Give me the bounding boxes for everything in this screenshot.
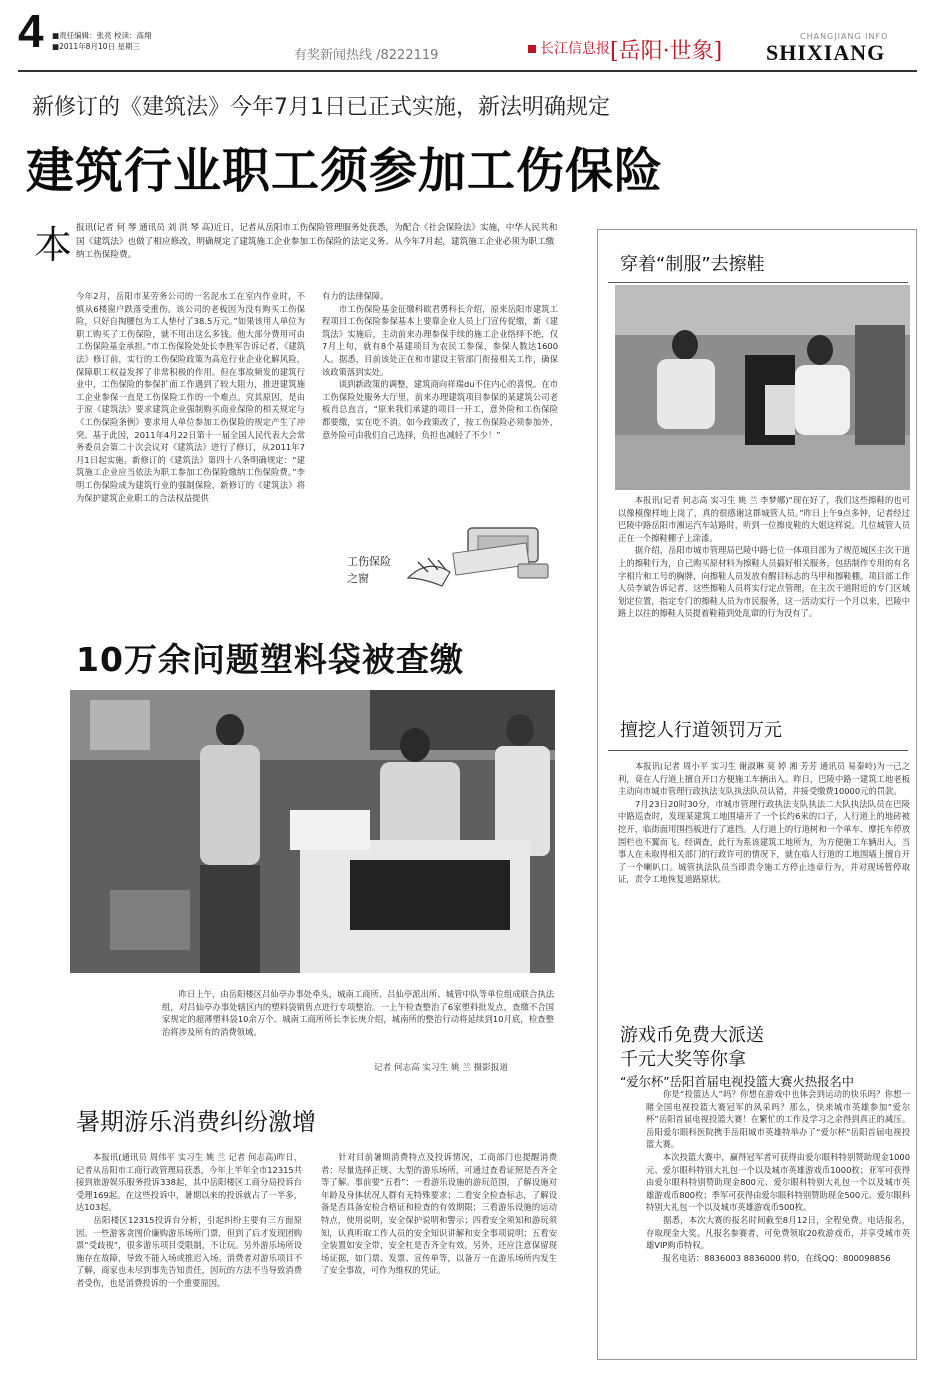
masthead-rule [18, 70, 917, 72]
summer-column-2: 针对目前暑期消费特点及投诉情况，工商部门也提醒消费者：尽量选择正规、大型的游乐场所，可通过查看证照是否齐全等了解。事前要“五看”：一看游乐设施的游玩范围，了解设施对年龄及身体状况人群有无特殊要求；二看安全检查标志，了解设备是否具备安检合格证和检查的有效期限；三看游乐设施的运动特点，使用说明，安全保护说明和警示；四看安全须知和游玩须知，认真听取工作人员的安全知识讲解和安全事项说明；五看安全装置如安全带，安全杠是否齐全有效。另外，还应注意保留现场证据，如门票、发票、宣传单等，以备万一在游乐场所内发生了安全事故，可作为维权的凭证。 [321, 1152, 557, 1276]
editor-line: ■责任编辑：张亮 校读：高翔 [52, 31, 152, 40]
sidebar-story-2-headline: 擅挖人行道领罚万元 [620, 720, 782, 741]
brand-name: 长江信息报 [540, 41, 610, 57]
lead-column-1: 今年2月，岳阳市某劳务公司的一名泥水工在室内作业时，不慎从6楼窗户跌落受重伤。该公司的老板因为没有购买工伤保险，只好自掏腰包为工人垫付了38.5万元。”如果该用人单位为职工购买了工伤保险，就不用出这么多钱。他大部分费用可由工伤保险基金承担。”市工伤保险处处长李胜军告诉记者，《建筑法》修订前，实行的工伤保险政策为高危行业企业化解风险，保障职工权益发挥了非常积极的作用。但在事故频发的建筑行业中，工伤保险的参保扩面工作遇到了较大阻力，推进建筑施工企业参保一直是工伤保险工作的一个难点。究其原因，是由于原《建筑法》要求建筑企业强制购买商业保险的相关规定与《工伤保险条例》要求用人单位参加工伤保险的规定产生了冲突。基于此因，2011年4月22日第十一届全国人民代表大会常务委员会第二十次会议对《建筑法》进行了修订，从2011年7月1日起实施。新修订的《建筑法》第四十八条明确规定：“建筑施工企业应当依法为职工参加工伤保险缴纳工伤保险费。”李明工伤保险成为建筑行业的强制保险，新修订的《建筑法》将为保护建筑企业职工的合法权益提供 [76, 291, 305, 503]
illustration-caption: 工伤保险 之窗 [347, 555, 391, 585]
summer-story-headline: 暑期游乐消费纠纷激增 [76, 1108, 316, 1136]
shoe-shiner-photo [615, 285, 910, 490]
sidebar-story-3-headline: 游戏币免费大派送 千元大奖等你拿 [620, 1025, 764, 1070]
insurance-money-illustration [398, 518, 558, 592]
sidebar-story-1-rule [608, 282, 908, 283]
brand-square-icon [528, 45, 536, 53]
bag-photo-caption: 昨日上午，由岳阳楼区吕仙亭办事处牵头，城南工商所、吕仙亭派出所、城管中队等单位组成联合执法组，对吕仙亭办事处辖区内的塑料袋销售点进行专项整治。一上午检查整治了6家塑料批发点，查缴不合国家规定的超薄塑料袋10余万个。城南工商所所长李长庚介绍，城南所的整治行动将延续到10月底，检查整治将涉及所有的消费领域。 [162, 989, 554, 1037]
lead-intro: 报讯(记者 何 琴 通讯员 刘 洪 琴 高)近日，记者从岳阳市工伤保险管理服务处获悉，为配合《社会保险法》实施，中华人民共和国《建筑法》也做了相应修改，明确规定了建筑施工企业参加工伤保险的法定义务。从今年7月起，建筑施工企业必须为职工缴纳工伤保险费。 [76, 223, 558, 260]
section-info: CHANGJIANG INFO [800, 32, 889, 41]
lead-headline: 建筑行业职工须参加工伤保险 [26, 143, 664, 199]
section-name: [岳阳·世象] [610, 39, 723, 64]
bag-photo-byline: 记者 何志高 实习生 姚 兰 摄影报道 [374, 1063, 508, 1073]
lead-kicker: 新修订的《建筑法》今年7月1日已正式实施，新法明确规定 [32, 95, 610, 120]
news-hotline: 有奖新闻热线 /8222119 [294, 48, 439, 63]
summer-column-1: 本报讯(通讯员 周伟平 实习生 姚 兰 记者 何志高)昨日，记者从岳阳市工商行政管理局获悉，今年上半年全市12315共接到旅游娱乐服务投诉338起，其中岳阳楼区工商分局投诉台受理169起。在这些投诉中，暑期以来的投诉就占了一半多，达103起。 岳阳楼区12315投诉台分析，引起纠纷主要有三方面原因。一些游客贪图价廉购游乐场所门票，但到了后才发现团购票“受歧视”，很多游乐项目受限制，不让玩。另外游乐场所设施存在故障，导致不能入场或推迟入场。消费者对游乐项目不了解，商家也未尽到事先告知责任，因玩的方法不当导致消费者受伤，也是消费投诉的一个重要原因。 [76, 1152, 302, 1288]
date-line: ■2011年8月10日 星期三 [52, 42, 140, 51]
sidebar-story-2-rule [608, 750, 908, 751]
lead-column-2: 有力的法律保障。 市工伤保险基金征缴科欧君勇科长介绍，原来岳阳市建筑工程项目工伤保险参保基本上要靠企业人员上门宣传促缴，新《建筑法》实施后，主动前来办理参保手续的施工企业络绎不绝，仅7月上旬，就有8个基建项目为农民工参保，参保人数达1600人。据悉，目前该处正在和市建设主管部门衔接相关工作，确保该政策落到实处。 谈到新政策的调整，建筑商向祥瑞du不住内心的喜悦。在市工伤保险处服务大厅里，前来办理建筑项目参保的某建筑公司老板肖总直言，“原来我们承建的项目一开工，意外险和工伤保险都要缴，实在吃不消。如今政策改了，按工伤保险必须参加外，意外险可由我们自己选择，负担也减轻了不少！” [322, 291, 558, 440]
section-name-english: SHIXIANG [766, 40, 886, 65]
bag-story-headline: 10万余问题塑料袋被查缴 [76, 640, 464, 679]
page-number: 4 [18, 5, 44, 57]
sidebar-story-3-subtitle: “爱尔杯”岳阳首届电视投篮大赛火热报名中 [620, 1075, 855, 1089]
brand-logo [528, 38, 610, 58]
lead-dropcap: 本 [34, 223, 73, 267]
bag-inspection-photo [70, 690, 555, 973]
sidebar-story-1-headline: 穿着“制服”去擦鞋 [620, 254, 765, 275]
sidebar-story-1-body: 本报讯(记者 何志高 实习生 姚 兰 李梦娜)“现在好了，我们这些擦鞋的也可以像模像样地上岗了，真的很感谢这群城管人员。”昨日上午9点多钟，记者经过巴陵中路岳阳市湘运汽车站路时，听到一位擦皮鞋的大姐这样说。几位城管人员正在一个擦鞋棚子上涂漆。 据介绍，岳阳市城市管理局巴陵中路七位一体项目部为了规范城区主次干道上的擦鞋行为，自己购买原材料为擦鞋人员搞好相关服务，包括制作专用的有名字相片和工号的胸牌，向擦鞋人员发放有醒目标志的马甲和擦鞋棚。项目部工作人员李斌告诉记者，这些擦鞋人员将实行定点管理，在主次干道附近的专门区域划定位置，指定专门的擦鞋人员为市民服务，这一活动实行一个月以来，巴陵中路上以往的擦鞋人员提着鞋箱到处乱窜的行为没有了。 [618, 495, 910, 619]
sidebar-story-3-body: 你是“投篮达人”吗？你想在游戏中也体会到运动的快乐吗？你想一睹全国电视投篮大赛冠军的风采吗？那么，快来城市英雄参加“爱尔杯”岳阳首届电视投篮大赛！在繁忙的工作及学习之余得到真正的减压。岳阳爱尔眼科医院携手岳阳城市英雄特举办了“爱尔杯”岳阳首届电视投篮大赛。 本次投篮大赛中，赢得冠军者可获得由爱尔眼科特别赞助现金1000元、爱尔眼科特别大礼包一个以及城市英雄游戏币1000枚；亚军可获得由爱尔眼科特别赞助现金800元、爱尔眼科特别大礼包一个以及城市英雄游戏币800枚；季军可获得由爱尔眼科特别赞助现金500元、爱尔眼科特别大礼包一个以及城市英雄游戏币500枚。 据悉，本次大赛的报名时间截至8月12日，全程免费。电话报名，存取现金大奖。凡报名参赛者，可免费领取20枚游戏币，并享受城市英雄VIP购币特权。 报名电话：8836003 8836000 转0，在线QQ：800098856 [646, 1089, 910, 1263]
masthead-meta [52, 30, 151, 52]
sidebar-story-2-body: 本报讯(记者 周小平 实习生 谢淑琳 莫 婷 湘 芳芳 通讯员 易秦岭)为一己之利，竟在人行道上擅自开口方便施工车辆出入。昨日，巴陵中路一建筑工地老板主动向市城市管理行政执法支队执法队员认错，并接受缴费10000元的罚款。 7月23日20时30分，市城市管理行政执法支队执法二大队执法队员在巴陵中路巡查时，发现某建筑工地围墙开了一个长约6米的口子，人行道上的地砖被挖开，临街面用围挡板进行了遮挡。人行道上的行道树和一个单车、摩托车停放围栏也不翼而飞。经调查，此行为系该建筑工地所为，为方便施工车辆出入，当事人在未取得相关部门的行政许可的情况下，就在临人行道的工地围墙上擅自开了一个喇叭口。城管执法队员当即责令施工方停止违章行为，并对现场暂停取证，责令工地恢复道路原状。 [618, 761, 910, 885]
